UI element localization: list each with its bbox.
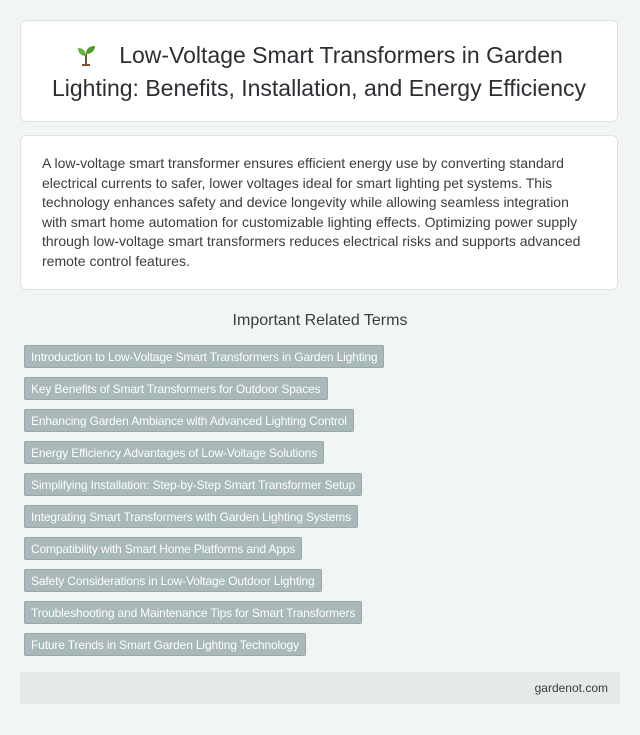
description-card — [20, 135, 618, 290]
page-title — [41, 40, 597, 103]
related-term-link[interactable]: Integrating Smart Transformers with Garden Lighting Systems — [24, 505, 358, 528]
related-term-link[interactable]: Compatibility with Smart Home Platforms and Apps — [24, 537, 302, 560]
footer-site-link[interactable]: gardenot.com — [534, 681, 608, 695]
related-terms-list — [24, 345, 384, 665]
related-terms-heading: Important Related Terms — [232, 312, 408, 329]
related-term-link[interactable]: Key Benefits of Smart Transformers for Outdoor Spaces — [24, 377, 328, 400]
sprout-icon — [75, 43, 97, 73]
related-term-link[interactable]: Future Trends in Smart Garden Lighting Technology — [24, 633, 306, 656]
description-text: A low-voltage smart transformer ensures efficient energy use by converting standard electrical currents to safer, lower voltages ideal for smart lighting pet systems. This technology enhances safety and device longevity while allowing seamless integration with smart home automation for customizable lighting effects. Optimizing power supply through low-voltage smart transformers reduces electrical risks and supports advanced remote control features. — [42, 155, 581, 269]
title-card — [20, 20, 618, 122]
related-term-link[interactable]: Energy Efficiency Advantages of Low-Voltage Solutions — [24, 441, 324, 464]
related-term-link[interactable]: Simplifying Installation: Step-by-Step Smart Transformer Setup — [24, 473, 362, 496]
page-title-text: Low-Voltage Smart Transformers in Garden Lighting: Benefits, Installation, and Energy Efficiency — [51, 41, 586, 101]
footer — [20, 672, 620, 704]
related-term-link[interactable]: Enhancing Garden Ambiance with Advanced Lighting Control — [24, 409, 354, 432]
related-term-link[interactable]: Safety Considerations in Low-Voltage Outdoor Lighting — [24, 569, 322, 592]
related-term-link[interactable]: Introduction to Low-Voltage Smart Transformers in Garden Lighting — [24, 345, 384, 368]
related-term-link[interactable]: Troubleshooting and Maintenance Tips for Smart Transformers — [24, 601, 362, 624]
